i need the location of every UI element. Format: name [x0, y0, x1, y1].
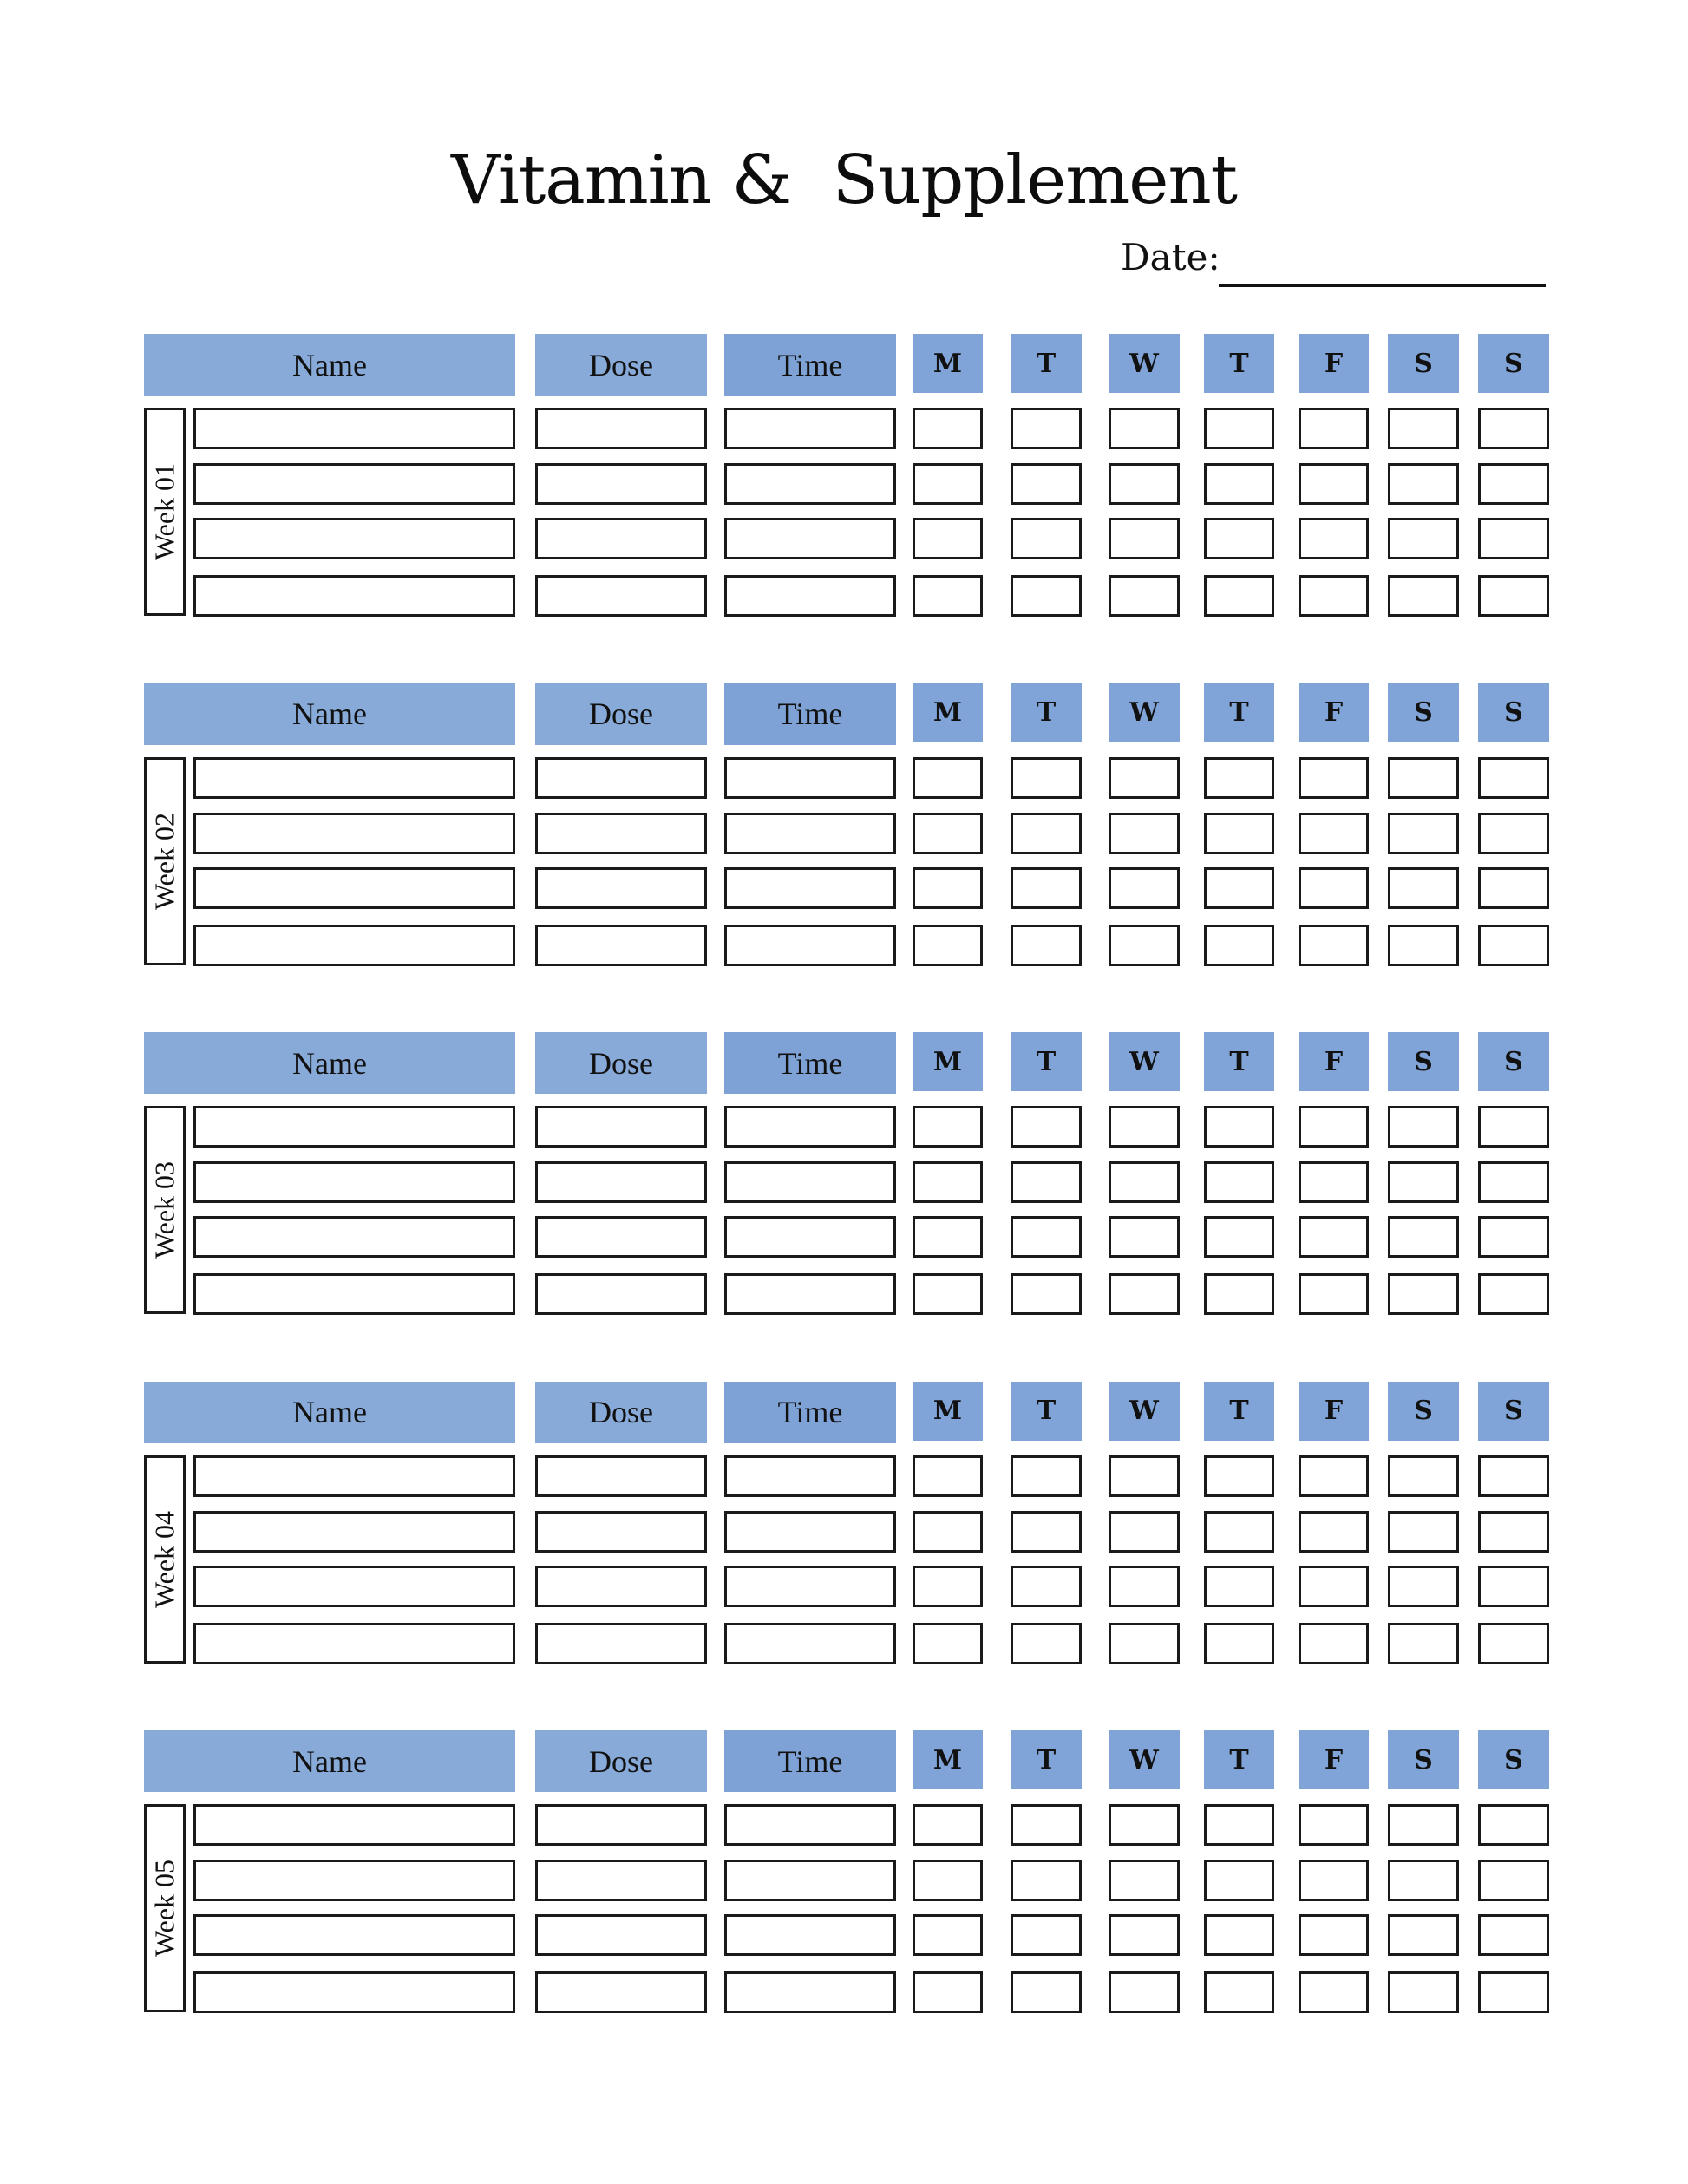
- day-checkbox[interactable]: [1299, 1511, 1369, 1553]
- day-header: S: [1388, 683, 1459, 742]
- day-checkbox[interactable]: [1299, 1860, 1369, 1901]
- day-checkbox[interactable]: [1388, 1273, 1459, 1315]
- time-input[interactable]: [724, 1161, 896, 1203]
- time-input[interactable]: [724, 1566, 896, 1607]
- name-input[interactable]: [193, 1971, 515, 2013]
- week-label-box: [144, 757, 186, 965]
- day-checkbox[interactable]: [1478, 867, 1549, 909]
- day-checkbox[interactable]: [1388, 1860, 1459, 1901]
- day-checkbox[interactable]: [1299, 408, 1369, 449]
- dose-input[interactable]: [535, 408, 707, 449]
- day-checkbox[interactable]: [1299, 1161, 1369, 1203]
- day-checkbox[interactable]: [1011, 1971, 1082, 2013]
- column-header-time: Time: [724, 334, 896, 396]
- day-header: S: [1388, 1382, 1459, 1441]
- week-label: Week 02: [148, 812, 180, 910]
- day-checkbox[interactable]: [913, 1106, 983, 1148]
- day-checkbox[interactable]: [1299, 1804, 1369, 1846]
- day-header: T: [1011, 683, 1082, 742]
- day-header: T: [1011, 1382, 1082, 1441]
- column-header-dose: Dose: [535, 334, 707, 396]
- day-checkbox[interactable]: [1011, 1455, 1082, 1497]
- day-header: W: [1109, 1730, 1180, 1789]
- name-input[interactable]: [193, 575, 515, 617]
- day-checkbox[interactable]: [1109, 1914, 1180, 1956]
- time-input[interactable]: [724, 1106, 896, 1148]
- day-checkbox[interactable]: [913, 925, 983, 966]
- day-checkbox[interactable]: [1109, 518, 1180, 559]
- name-input[interactable]: [193, 463, 515, 505]
- name-input[interactable]: [193, 1106, 515, 1148]
- dose-input[interactable]: [535, 1161, 707, 1203]
- day-checkbox[interactable]: [1299, 1273, 1369, 1315]
- dose-input[interactable]: [535, 1914, 707, 1956]
- time-input[interactable]: [724, 1511, 896, 1553]
- time-input[interactable]: [724, 1804, 896, 1846]
- week-label-box: [144, 1804, 186, 2012]
- name-input[interactable]: [193, 1860, 515, 1901]
- dose-input[interactable]: [535, 1216, 707, 1258]
- day-checkbox[interactable]: [1388, 518, 1459, 559]
- day-checkbox[interactable]: [1388, 1216, 1459, 1258]
- day-header: S: [1388, 1730, 1459, 1789]
- day-checkbox[interactable]: [913, 575, 983, 617]
- dose-input[interactable]: [535, 925, 707, 966]
- time-input[interactable]: [724, 1860, 896, 1901]
- day-checkbox[interactable]: [1011, 408, 1082, 449]
- day-checkbox[interactable]: [1204, 1914, 1274, 1956]
- week-label-box: [144, 1106, 186, 1314]
- time-input[interactable]: [724, 925, 896, 966]
- time-input[interactable]: [724, 867, 896, 909]
- day-checkbox[interactable]: [1109, 408, 1180, 449]
- day-checkbox[interactable]: [1109, 1804, 1180, 1846]
- day-checkbox[interactable]: [1299, 925, 1369, 966]
- dose-input[interactable]: [535, 1860, 707, 1901]
- day-checkbox[interactable]: [1011, 757, 1082, 799]
- day-header: S: [1478, 1730, 1549, 1789]
- day-checkbox[interactable]: [1388, 1106, 1459, 1148]
- day-checkbox[interactable]: [1388, 813, 1459, 854]
- day-checkbox[interactable]: [1478, 757, 1549, 799]
- day-checkbox[interactable]: [1011, 1273, 1082, 1315]
- day-header: S: [1478, 1032, 1549, 1091]
- day-checkbox[interactable]: [1478, 1106, 1549, 1148]
- column-header-name: Name: [144, 683, 515, 745]
- day-checkbox[interactable]: [1204, 1566, 1274, 1607]
- day-checkbox[interactable]: [1204, 867, 1274, 909]
- day-checkbox[interactable]: [1011, 1161, 1082, 1203]
- day-header: S: [1478, 683, 1549, 742]
- day-checkbox[interactable]: [1011, 518, 1082, 559]
- day-checkbox[interactable]: [913, 1216, 983, 1258]
- day-checkbox[interactable]: [1388, 575, 1459, 617]
- day-checkbox[interactable]: [913, 408, 983, 449]
- day-checkbox[interactable]: [913, 518, 983, 559]
- day-checkbox[interactable]: [1109, 1106, 1180, 1148]
- day-header: W: [1109, 1382, 1180, 1441]
- day-checkbox[interactable]: [1388, 867, 1459, 909]
- day-checkbox[interactable]: [1204, 1273, 1274, 1315]
- day-checkbox[interactable]: [1204, 1623, 1274, 1664]
- day-checkbox[interactable]: [1388, 1804, 1459, 1846]
- day-header: T: [1011, 1730, 1082, 1789]
- day-checkbox[interactable]: [1011, 1216, 1082, 1258]
- day-checkbox[interactable]: [1204, 757, 1274, 799]
- day-checkbox[interactable]: [1109, 757, 1180, 799]
- day-checkbox[interactable]: [1478, 1216, 1549, 1258]
- day-checkbox[interactable]: [913, 867, 983, 909]
- day-checkbox[interactable]: [1388, 1511, 1459, 1553]
- day-checkbox[interactable]: [1478, 1273, 1549, 1315]
- name-input[interactable]: [193, 1511, 515, 1553]
- day-checkbox[interactable]: [1204, 1804, 1274, 1846]
- name-input[interactable]: [193, 813, 515, 854]
- day-checkbox[interactable]: [1299, 867, 1369, 909]
- day-header: M: [913, 1382, 983, 1441]
- day-header: M: [913, 334, 983, 393]
- dose-input[interactable]: [535, 813, 707, 854]
- day-checkbox[interactable]: [1478, 575, 1549, 617]
- column-header-dose: Dose: [535, 683, 707, 745]
- time-input[interactable]: [724, 575, 896, 617]
- dose-input[interactable]: [535, 518, 707, 559]
- day-checkbox[interactable]: [913, 757, 983, 799]
- column-header-dose: Dose: [535, 1032, 707, 1094]
- name-input[interactable]: [193, 518, 515, 559]
- day-checkbox[interactable]: [1011, 1804, 1082, 1846]
- name-input[interactable]: [193, 925, 515, 966]
- day-checkbox[interactable]: [1204, 813, 1274, 854]
- time-input[interactable]: [724, 408, 896, 449]
- day-header: S: [1388, 334, 1459, 393]
- column-header-name: Name: [144, 334, 515, 396]
- day-header: W: [1109, 1032, 1180, 1091]
- week-section: [0, 1032, 1688, 1327]
- day-checkbox[interactable]: [1011, 1914, 1082, 1956]
- day-checkbox[interactable]: [1388, 1455, 1459, 1497]
- week-label-box: [144, 1455, 186, 1664]
- day-header: T: [1011, 334, 1082, 393]
- dose-input[interactable]: [535, 757, 707, 799]
- day-checkbox[interactable]: [1204, 1455, 1274, 1497]
- day-checkbox[interactable]: [1478, 1623, 1549, 1664]
- day-checkbox[interactable]: [1109, 1216, 1180, 1258]
- day-checkbox[interactable]: [1299, 1566, 1369, 1607]
- time-input[interactable]: [724, 1216, 896, 1258]
- day-checkbox[interactable]: [913, 1161, 983, 1203]
- column-header-dose: Dose: [535, 1382, 707, 1443]
- week-label-box: [144, 408, 186, 616]
- day-checkbox[interactable]: [913, 1273, 983, 1315]
- day-checkbox[interactable]: [1299, 1623, 1369, 1664]
- day-header: T: [1204, 1032, 1274, 1091]
- day-checkbox[interactable]: [1478, 1804, 1549, 1846]
- day-checkbox[interactable]: [913, 1455, 983, 1497]
- name-input[interactable]: [193, 1623, 515, 1664]
- dose-input[interactable]: [535, 867, 707, 909]
- day-checkbox[interactable]: [913, 463, 983, 505]
- dose-input[interactable]: [535, 1511, 707, 1553]
- day-header: S: [1388, 1032, 1459, 1091]
- day-checkbox[interactable]: [1109, 925, 1180, 966]
- day-checkbox[interactable]: [1299, 463, 1369, 505]
- day-checkbox[interactable]: [1109, 1566, 1180, 1607]
- day-checkbox[interactable]: [1299, 1106, 1369, 1148]
- column-header-time: Time: [724, 1032, 896, 1094]
- time-input[interactable]: [724, 757, 896, 799]
- day-checkbox[interactable]: [913, 1804, 983, 1846]
- page-title: Vitamin & Supplement: [450, 141, 1238, 219]
- day-header: M: [913, 1032, 983, 1091]
- day-header: T: [1204, 334, 1274, 393]
- time-input[interactable]: [724, 1914, 896, 1956]
- day-checkbox[interactable]: [1388, 1566, 1459, 1607]
- day-checkbox[interactable]: [1204, 408, 1274, 449]
- day-checkbox[interactable]: [1299, 1216, 1369, 1258]
- day-checkbox[interactable]: [1388, 1971, 1459, 2013]
- day-checkbox[interactable]: [1204, 1161, 1274, 1203]
- day-checkbox[interactable]: [1388, 1914, 1459, 1956]
- name-input[interactable]: [193, 408, 515, 449]
- column-header-dose: Dose: [535, 1730, 707, 1792]
- day-checkbox[interactable]: [1478, 1860, 1549, 1901]
- day-checkbox[interactable]: [1299, 1914, 1369, 1956]
- day-checkbox[interactable]: [1011, 813, 1082, 854]
- dose-input[interactable]: [535, 1106, 707, 1148]
- day-checkbox[interactable]: [1299, 518, 1369, 559]
- day-header: T: [1011, 1032, 1082, 1091]
- day-checkbox[interactable]: [1109, 1273, 1180, 1315]
- time-input[interactable]: [724, 1623, 896, 1664]
- dose-input[interactable]: [535, 1623, 707, 1664]
- day-header: F: [1299, 1032, 1369, 1091]
- day-checkbox[interactable]: [1478, 1971, 1549, 2013]
- day-checkbox[interactable]: [1109, 1161, 1180, 1203]
- name-input[interactable]: [193, 1804, 515, 1846]
- week-section: [0, 683, 1688, 978]
- day-header: T: [1204, 1382, 1274, 1441]
- day-checkbox[interactable]: [913, 1914, 983, 1956]
- name-input[interactable]: [193, 867, 515, 909]
- day-checkbox[interactable]: [913, 1971, 983, 2013]
- column-header-time: Time: [724, 1730, 896, 1792]
- day-checkbox[interactable]: [1109, 1860, 1180, 1901]
- name-input[interactable]: [193, 1273, 515, 1315]
- day-checkbox[interactable]: [913, 1623, 983, 1664]
- week-section: [0, 1730, 1688, 2025]
- name-input[interactable]: [193, 1914, 515, 1956]
- day-checkbox[interactable]: [1478, 463, 1549, 505]
- day-checkbox[interactable]: [1478, 408, 1549, 449]
- day-checkbox[interactable]: [1388, 408, 1459, 449]
- name-input[interactable]: [193, 1216, 515, 1258]
- time-input[interactable]: [724, 1455, 896, 1497]
- day-header: F: [1299, 334, 1369, 393]
- day-checkbox[interactable]: [1204, 1511, 1274, 1553]
- time-input[interactable]: [724, 813, 896, 854]
- day-checkbox[interactable]: [1204, 1971, 1274, 2013]
- day-header: W: [1109, 334, 1180, 393]
- day-checkbox[interactable]: [913, 1511, 983, 1553]
- week-section: [0, 1382, 1688, 1677]
- day-checkbox[interactable]: [1204, 463, 1274, 505]
- day-checkbox[interactable]: [1388, 463, 1459, 505]
- name-input[interactable]: [193, 1566, 515, 1607]
- day-checkbox[interactable]: [1299, 1455, 1369, 1497]
- week-label: Week 05: [148, 1859, 180, 1958]
- day-checkbox[interactable]: [1478, 1161, 1549, 1203]
- day-checkbox[interactable]: [1299, 813, 1369, 854]
- time-input[interactable]: [724, 463, 896, 505]
- dose-input[interactable]: [535, 1971, 707, 2013]
- day-checkbox[interactable]: [1011, 1106, 1082, 1148]
- day-checkbox[interactable]: [1478, 1511, 1549, 1553]
- day-checkbox[interactable]: [1011, 1623, 1082, 1664]
- day-header: T: [1204, 683, 1274, 742]
- day-checkbox[interactable]: [1388, 1161, 1459, 1203]
- dose-input[interactable]: [535, 1804, 707, 1846]
- dose-input[interactable]: [535, 463, 707, 505]
- day-header: M: [913, 1730, 983, 1789]
- time-input[interactable]: [724, 1273, 896, 1315]
- day-checkbox[interactable]: [913, 813, 983, 854]
- time-input[interactable]: [724, 1971, 896, 2013]
- day-checkbox[interactable]: [1109, 1511, 1180, 1553]
- day-checkbox[interactable]: [1204, 925, 1274, 966]
- day-checkbox[interactable]: [1109, 1971, 1180, 2013]
- day-checkbox[interactable]: [1109, 1623, 1180, 1664]
- day-checkbox[interactable]: [1388, 925, 1459, 966]
- column-header-time: Time: [724, 683, 896, 745]
- day-checkbox[interactable]: [913, 1566, 983, 1607]
- day-header: F: [1299, 1730, 1369, 1789]
- day-checkbox[interactable]: [1478, 1566, 1549, 1607]
- time-input[interactable]: [724, 518, 896, 559]
- day-header: T: [1204, 1730, 1274, 1789]
- day-checkbox[interactable]: [1109, 463, 1180, 505]
- day-checkbox[interactable]: [1011, 1511, 1082, 1553]
- day-checkbox[interactable]: [1388, 1623, 1459, 1664]
- day-header: F: [1299, 683, 1369, 742]
- day-checkbox[interactable]: [1011, 925, 1082, 966]
- date-label: Date:: [1121, 236, 1220, 278]
- day-checkbox[interactable]: [1011, 463, 1082, 505]
- day-checkbox[interactable]: [1478, 1914, 1549, 1956]
- dose-input[interactable]: [535, 575, 707, 617]
- day-checkbox[interactable]: [1299, 575, 1369, 617]
- day-checkbox[interactable]: [1109, 813, 1180, 854]
- day-checkbox[interactable]: [1478, 1455, 1549, 1497]
- day-checkbox[interactable]: [1204, 1860, 1274, 1901]
- day-checkbox[interactable]: [1204, 575, 1274, 617]
- column-header-name: Name: [144, 1032, 515, 1094]
- day-header: F: [1299, 1382, 1369, 1441]
- dose-input[interactable]: [535, 1273, 707, 1315]
- day-checkbox[interactable]: [1011, 867, 1082, 909]
- day-header: S: [1478, 334, 1549, 393]
- date-field[interactable]: [1219, 284, 1546, 287]
- column-header-time: Time: [724, 1382, 896, 1443]
- name-input[interactable]: [193, 1455, 515, 1497]
- day-checkbox[interactable]: [1478, 813, 1549, 854]
- day-checkbox[interactable]: [1478, 518, 1549, 559]
- day-checkbox[interactable]: [1109, 1455, 1180, 1497]
- day-checkbox[interactable]: [1109, 575, 1180, 617]
- name-input[interactable]: [193, 757, 515, 799]
- column-header-name: Name: [144, 1730, 515, 1792]
- name-input[interactable]: [193, 1161, 515, 1203]
- day-checkbox[interactable]: [1478, 925, 1549, 966]
- day-checkbox[interactable]: [1011, 575, 1082, 617]
- day-checkbox[interactable]: [1204, 1106, 1274, 1148]
- day-checkbox[interactable]: [1388, 757, 1459, 799]
- day-checkbox[interactable]: [1299, 757, 1369, 799]
- day-header: M: [913, 683, 983, 742]
- day-checkbox[interactable]: [1299, 1971, 1369, 2013]
- day-checkbox[interactable]: [1109, 867, 1180, 909]
- week-label: Week 03: [148, 1161, 180, 1259]
- dose-input[interactable]: [535, 1566, 707, 1607]
- day-header: W: [1109, 683, 1180, 742]
- day-checkbox[interactable]: [913, 1860, 983, 1901]
- day-checkbox[interactable]: [1011, 1860, 1082, 1901]
- dose-input[interactable]: [535, 1455, 707, 1497]
- day-checkbox[interactable]: [1204, 518, 1274, 559]
- week-label: Week 01: [148, 462, 180, 561]
- day-checkbox[interactable]: [1011, 1566, 1082, 1607]
- column-header-name: Name: [144, 1382, 515, 1443]
- day-checkbox[interactable]: [1204, 1216, 1274, 1258]
- week-label: Week 04: [148, 1510, 180, 1608]
- day-header: S: [1478, 1382, 1549, 1441]
- week-section: [0, 334, 1688, 629]
